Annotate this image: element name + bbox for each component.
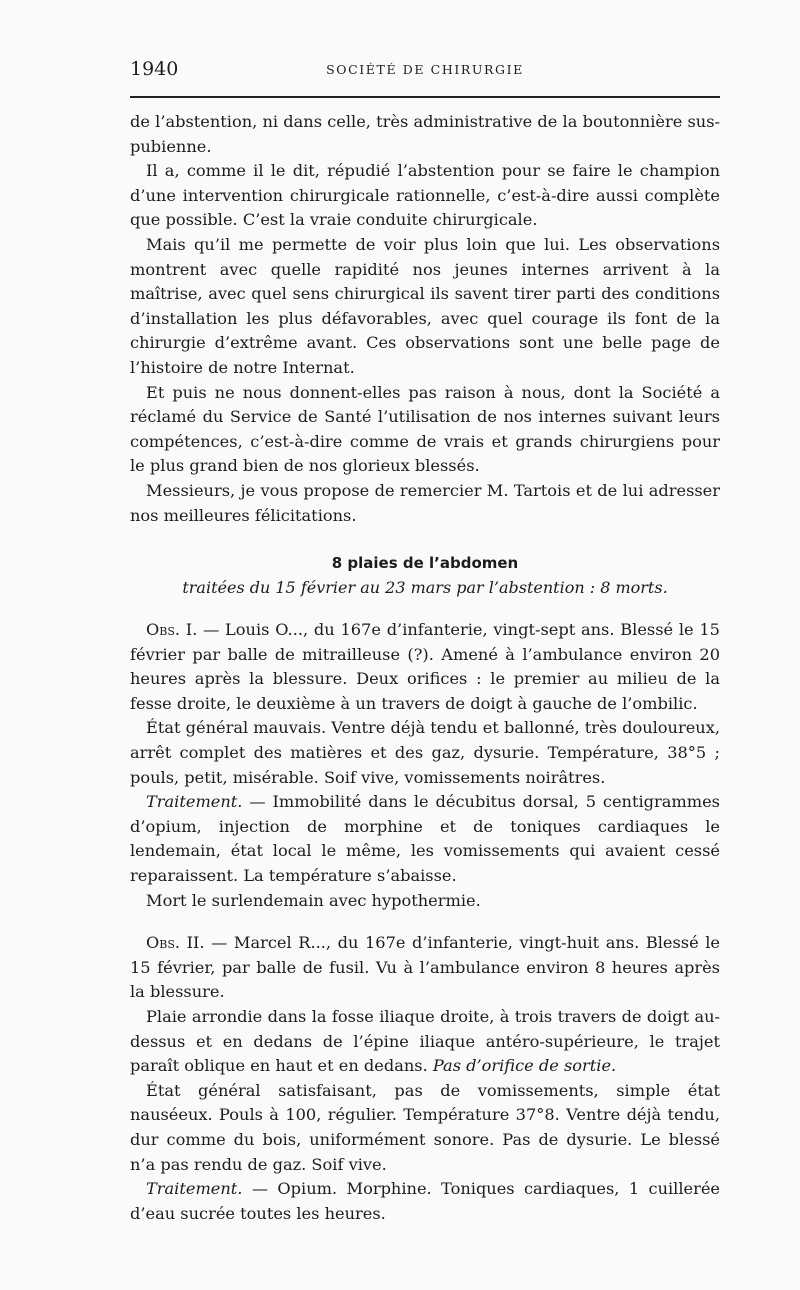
obs1-paragraph-3: — Immobilité dans le décubitus dorsal, 5 centigrammes d’opium, injection de morphine et de toniques cardiaques le lendemain, état local le même, les vomissements qui avaient cessé reparaissent. La température s’abaisse. [130,792,720,886]
intro-paragraph-2: Il a, comme il le dit, répudié l’abstention pour se faire le champion d’une intervention chirurgicale rationnelle, c’est-à-dire aussi complète que possible. C’est la vraie conduite chirurgicale. [130,161,720,230]
obs2-paragraph-4: — Opium. Morphine. Toniques cardiaques, 1 cuillerée d’eau sucrée toutes les heures. [130,1179,720,1223]
header-rule [130,96,720,98]
observation-2 [130,931,720,1226]
obs2-paragraph-1: — Marcel R..., du 167e d’infanterie, vingt-huit ans. Blessé le 15 février, par balle de fusil. Vu à l’ambulance environ 8 heures après la blessure. [130,933,720,1002]
intro-paragraph-3: Mais qu’il me permette de voir plus loin que lui. Les observations montrent avec quelle rapidité nos jeunes internes arrivent à la maîtrise, avec quel sens chirurgical ils savent tirer parti des conditions d’installation les plus défavorables, avec quel courage ils font de la chirurgie d’extrême avant. Ces observations sont une belle page de l’histoire de notre Internat. [130,234,720,377]
observation-1 [130,618,720,913]
section-subtitle: traitées du 15 février au 23 mars par l’abstention : 8 morts. [182,578,668,598]
obs1-paragraph-2: État général mauvais. Ventre déjà tendu et ballonné, très douloureux, arrêt complet des matières et des gaz, dysurie. Température, 38°5 ; pouls, petit, misérable. Soif vive, vomissements noirâtres. [130,718,720,787]
intro-paragraph-4: Et puis ne nous donnent-elles pas raison à nous, dont la Société a réclamé du Service de Santé l’utilisation de nos internes suivant leurs compétences, c’est-à-dire comme de vrais et grands chirurgiens pour le plus grand bien de nos glorieux blessés. [130,382,720,476]
intro-paragraph-5: Messieurs, je vous propose de remercier M. Tartois et de lui adresser nos meilleures félicitations. [130,480,720,525]
book-page [130,58,720,1226]
obs1-paragraph-1: — Louis O..., du 167e d’infanterie, vingt-sept ans. Blessé le 15 février par balle de mitrailleuse (?). Amené à l’ambulance environ 20 heures après la blessure. Deux orifices : le premier au milieu de la fesse droite, le deuxième à un travers de doigt à gauche de l’ombilic. [130,620,720,713]
obs2-paragraph-3: État général satisfaisant, pas de vomissements, simple état nauséeux. Pouls à 100, régulier. Température 37°8. Ventre déjà tendu, dur comme du bois, uniformément sonore. Pas de dysurie. Le blessé n’a pas rendu de gaz. Soif vive. [130,1080,720,1174]
obs2-paragraph-2: Plaie arrondie dans la fosse iliaque droite, à trois travers de doigt au-dessus et en dedans de l’épine iliaque antéro-supérieure, le trajet paraît oblique en haut et en dedans. [130,1007,720,1076]
page-number: 1940 [130,58,179,80]
page-header [130,58,720,88]
obs1-treatment-label: Traitement. [146,792,243,812]
section-title: 8 plaies de l’abdomen [331,554,519,573]
obs2-paragraph-2-italic: Pas d’orifice de sortie. [432,1056,617,1076]
running-title: SOCIÉTÉ DE CHIRURGIE [326,62,524,77]
obs1-paragraph-4: Mort le surlendemain avec hypothermie. [146,890,481,910]
obs2-treatment-label: Traitement. [146,1179,243,1199]
obs1-label: Obs. I. [146,620,198,640]
obs2-label: Obs. II. [146,933,205,953]
intro-paragraph-1: de l’abstention, ni dans celle, très administrative de la boutonnière sus-pubienne. [130,112,720,156]
